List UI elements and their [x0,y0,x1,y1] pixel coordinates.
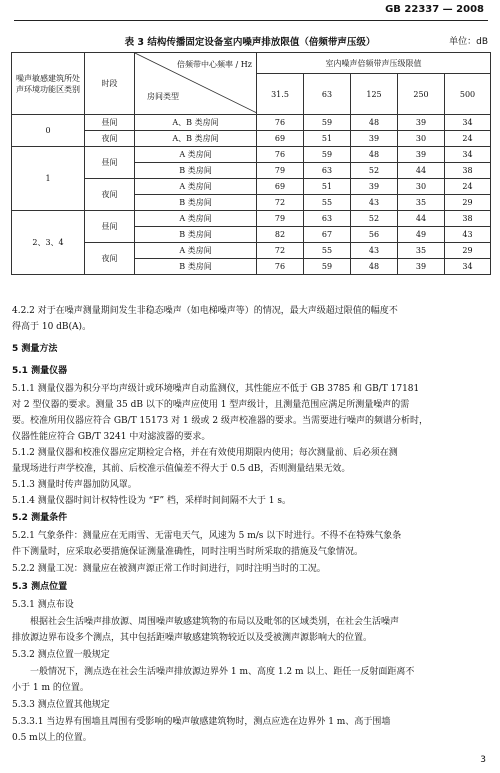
value-cell: 43 [445,227,491,243]
room-cell: A 类房间 [135,179,257,195]
period-cell: 昼间 [85,147,135,179]
value-cell: 72 [257,195,304,211]
paragraph: 件下测量时，应采取必要措施保证测量准确性，同时注明当时所采取的措施及气象情况。 [12,547,364,557]
value-cell: 29 [445,243,491,259]
value-cell: 69 [257,131,304,147]
area-cell: 2、3、4 [12,211,85,275]
section-heading: 5.1 测量仪器 [12,366,68,376]
period-header: 时段 [85,53,135,115]
value-cell: 39 [351,179,398,195]
paragraph: 一般情况下，测点选在社会生活噪声排放源边界外 1 m、高度 1.2 m 以上、距任一反射面距离不 [30,667,415,677]
value-cell: 24 [445,131,491,147]
page-number: 3 [480,755,486,765]
freq-cell: 125 [351,74,398,115]
value-cell: 79 [257,211,304,227]
value-cell: 55 [304,243,351,259]
room-cell: A、B 类房间 [135,131,257,147]
room-type-header: 房间类型 [147,92,179,101]
value-cell: 59 [304,147,351,163]
paragraph: 量现场进行声学校准，其前、后校准示值偏差不得大于 0.5 dB，否则测量结果无效。 [12,464,351,474]
value-cell: 30 [398,131,445,147]
value-cell: 39 [398,259,445,275]
table-unit: 单位：dB [449,37,488,47]
room-cell: B 类房间 [135,195,257,211]
value-cell: 43 [351,243,398,259]
table-row [12,211,491,227]
freq-cell: 500 [445,74,491,115]
paragraph: 5.1.2 测量仪器和校准仪器应定期检定合格，并在有效使用期限内使用；每次测量前、后必须在测 [12,448,398,458]
table-title: 表 3 结构传播固定设备室内噪声排放限值（倍频带声压级） [124,37,376,48]
room-cell: A 类房间 [135,243,257,259]
value-cell: 43 [351,195,398,211]
value-cell: 52 [351,163,398,179]
paragraph: 5.2.1 气象条件：测量应在无雨雪、无雷电天气，风速为 5 m/s 以下时进行。不得不在特殊气象条 [12,531,402,541]
period-cell: 昼间 [85,211,135,243]
value-cell: 48 [351,147,398,163]
value-cell: 52 [351,211,398,227]
value-cell: 35 [398,243,445,259]
freq-cell: 31.5 [257,74,304,115]
value-cell: 24 [445,179,491,195]
value-cell: 48 [351,115,398,131]
table-row [12,115,491,131]
paragraph: 得高于 10 dB(A)。 [12,322,92,332]
paragraph: 5.1.3 测量时传声器加防风罩。 [12,480,137,490]
value-cell: 82 [257,227,304,243]
value-cell: 76 [257,147,304,163]
subsection-heading: 5.3.1 测点布设 [12,600,74,610]
value-cell: 55 [304,195,351,211]
value-cell: 76 [257,259,304,275]
value-cell: 79 [257,163,304,179]
period-cell: 夜间 [85,131,135,147]
value-cell: 49 [398,227,445,243]
freq-cell: 250 [398,74,445,115]
paragraph: 4.2.2 对于在噪声测量期间发生非稳态噪声（如电梯噪声等）的情况，最大声级超过限值的幅度不 [12,306,398,316]
period-cell: 昼间 [85,115,135,131]
value-cell: 29 [445,195,491,211]
section-heading: 5.3 测点位置 [12,582,68,592]
value-cell: 56 [351,227,398,243]
value-cell: 51 [304,131,351,147]
value-cell: 35 [398,195,445,211]
paragraph: 小于 1 m 的位置。 [12,683,89,693]
standard-number: GB 22337 — 2008 [385,4,484,15]
value-cell: 39 [398,115,445,131]
paragraph: 仪器性能应符合 GB/T 3241 中对滤波器的要求。 [12,432,211,442]
period-cell: 夜间 [85,179,135,211]
paragraph: 5.1.4 测量仪器时间计权特性设为 “F” 档，采样时间间隔不大于 1 s。 [12,496,291,506]
paragraph: 对 2 型仪器的要求。测量 35 dB 以下的噪声应使用 1 型声级计，且测量范围应满足所测量噪声的需 [12,400,410,410]
subsection-heading: 5.3.2 测点位置一般规定 [12,650,110,660]
value-cell: 59 [304,259,351,275]
table-row [12,147,491,163]
header-rule [14,20,488,21]
value-cell: 51 [304,179,351,195]
room-cell: A 类房间 [135,211,257,227]
room-cell: A 类房间 [135,147,257,163]
paragraph: 排放源边界布设多个测点，其中包括距噪声敏感建筑物较近以及受被测声源影响大的位置。 [12,633,373,643]
room-cell: B 类房间 [135,259,257,275]
paragraph: 5.2.2 测量工况：测量应在被测声源正常工作时间进行，同时注明当时的工况。 [12,564,326,574]
value-cell: 72 [257,243,304,259]
section-heading: 5.2 测量条件 [12,513,68,523]
value-cell: 63 [304,211,351,227]
paragraph: 5.3.3.1 当边界有围墙且周围有受影响的噪声敏感建筑物时，测点应选在边界外 1 m、高于围墙 [12,717,391,727]
limit-header: 室内噪声倍频带声压级限值 [257,53,491,74]
paragraph: 根据社会生活噪声排放源、周围噪声敏感建筑物的布局以及毗邻的区域类别，在社会生活噪声 [30,617,400,627]
paragraph: 0.5 m以上的位置。 [12,733,92,743]
value-cell: 63 [304,163,351,179]
value-cell: 48 [351,259,398,275]
value-cell: 69 [257,179,304,195]
paragraph: 要。校准所用仪器应符合 GB/T 15173 对 1 级或 2 级声校准器的要求。当需要进行噪声的频谱分析时， [12,416,428,426]
area-cell: 1 [12,147,85,211]
value-cell: 44 [398,163,445,179]
value-cell: 30 [398,179,445,195]
value-cell: 34 [445,147,491,163]
room-cell: A、B 类房间 [135,115,257,131]
value-cell: 67 [304,227,351,243]
noise-limit-table [11,52,491,275]
paragraph: 5.1.1 测量仪器为积分平均声级计或环境噪声自动监测仪，其性能应不低于 GB 3785 和 GB/T 17181 [12,384,420,394]
value-cell: 38 [445,211,491,227]
frequency-header: 倍频带中心频率 / Hz [177,60,252,69]
area-header: 噪声敏感建筑所处声环境功能区类别 [12,53,85,115]
period-cell: 夜间 [85,243,135,275]
value-cell: 76 [257,115,304,131]
value-cell: 39 [351,131,398,147]
room-cell: B 类房间 [135,227,257,243]
table-header-row [12,53,491,74]
value-cell: 39 [398,147,445,163]
subsection-heading: 5.3.3 测点位置其他规定 [12,700,110,710]
section-heading: 5 测量方法 [12,344,58,354]
value-cell: 34 [445,259,491,275]
room-cell: B 类房间 [135,163,257,179]
diagonal-header [135,53,257,115]
value-cell: 59 [304,115,351,131]
freq-cell: 63 [304,74,351,115]
value-cell: 34 [445,115,491,131]
area-cell: 0 [12,115,85,147]
value-cell: 44 [398,211,445,227]
value-cell: 38 [445,163,491,179]
